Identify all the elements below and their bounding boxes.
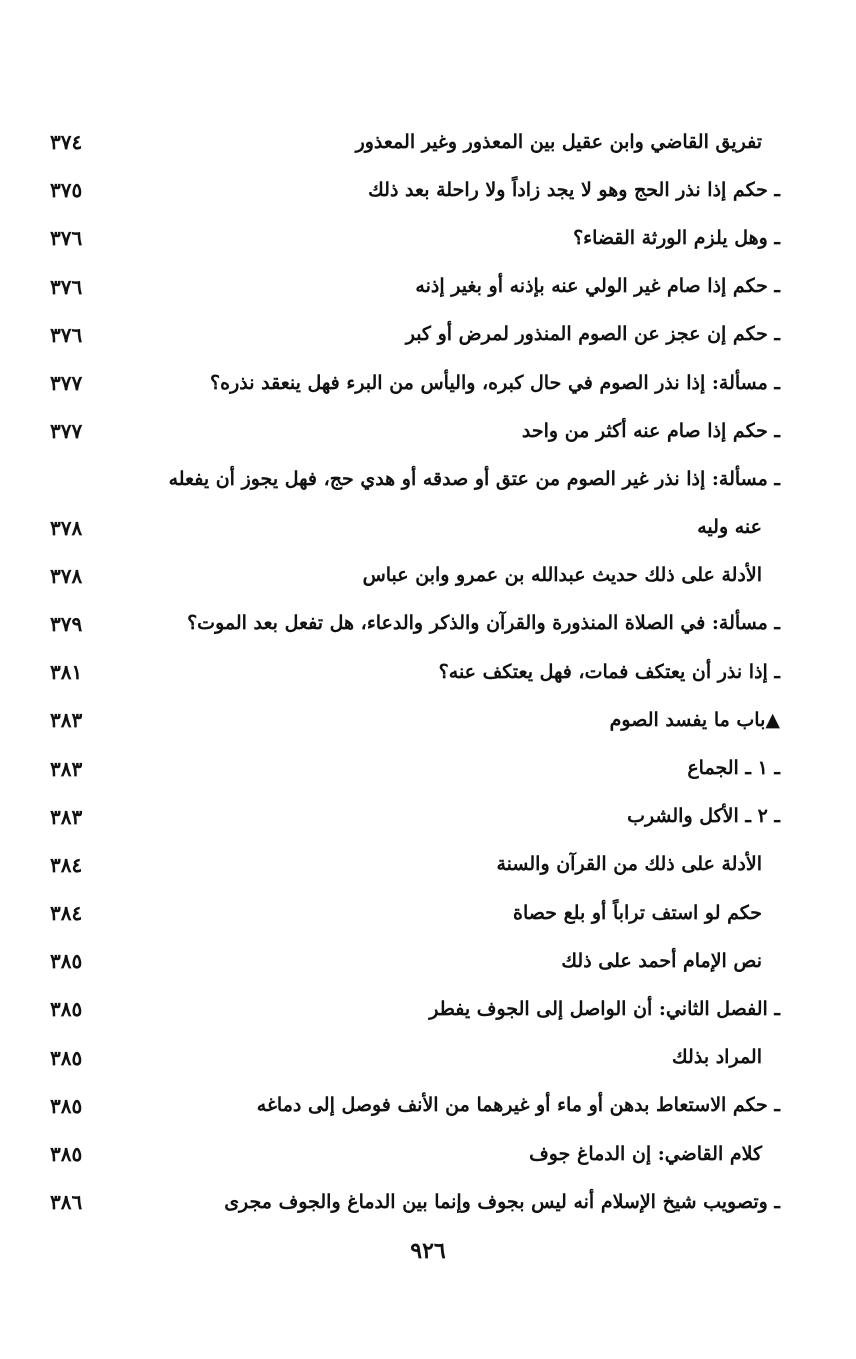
toc-entry-title: ـ إذا نذر أن يعتكف فمات، فهل يعتكف عنه؟ [438, 660, 780, 683]
toc-row [40, 1082, 780, 1130]
toc-entry-page: ٣٧٦ [50, 322, 83, 347]
toc-row [40, 744, 780, 792]
toc-entry-title: ـ وتصويب شيخ الإسلام أنه ليس بجوف وإنما بين الدماغ والجوف مجرى [224, 1190, 780, 1213]
toc-entry-page: ٣٨٤ [50, 901, 83, 926]
toc-row [40, 1130, 780, 1178]
toc-entry-title: ـ حكم إذا صام غير الولي عنه بإذنه أو بغير إذنه [415, 275, 780, 298]
toc-row [40, 166, 780, 214]
toc-entry-page: ٣٨٥ [50, 1142, 83, 1167]
toc-entry-title: ـ حكم إذا صام عنه أكثر من واحد [521, 419, 780, 442]
toc-entry-title: كلام القاضي: إن الدماغ جوف [529, 1142, 762, 1165]
toc-row [40, 118, 780, 166]
toc-entry-title: ـ ١ ـ الجماع [687, 757, 780, 780]
toc-row [40, 263, 780, 311]
toc-entry-page: ٣٧٦ [50, 274, 83, 299]
toc-entry-title: المراد بذلك [672, 1046, 762, 1069]
toc-entry-title: ـ حكم الاستعاط بدهن أو ماء أو غيرهما من الأنف فوصل إلى دماغه [256, 1094, 780, 1117]
toc-row [40, 1034, 780, 1082]
toc-entry-title: ـ وهل يلزم الورثة القضاء؟ [573, 226, 780, 249]
toc-row [40, 889, 780, 937]
toc-row [40, 214, 780, 262]
toc-row [40, 359, 780, 407]
toc-row [40, 793, 780, 841]
toc-entry-page: ٣٨٣ [50, 804, 83, 829]
toc-row [40, 311, 780, 359]
toc-entry-page: ٣٨٥ [50, 1045, 83, 1070]
toc-entry-title: ـ مسألة: في الصلاة المنذورة والقرآن والذكر والدعاء، هل تفعل بعد الموت؟ [187, 612, 780, 635]
toc-entry-title: ـ مسألة: إذا نذر الصوم في حال كبره، واليأس من البرء فهل ينعقد نذره؟ [210, 371, 780, 394]
toc-row [40, 407, 780, 455]
toc-entry-page: ٣٧٨ [50, 563, 83, 588]
toc-entry-page: ٣٧٦ [50, 226, 83, 251]
toc-entry-title: نص الإمام أحمد على ذلك [561, 949, 762, 972]
toc-entry-page: ٣٧٧ [50, 419, 83, 444]
toc-entry-title: ▲باب ما يفسد الصوم [609, 708, 780, 731]
toc-row [40, 552, 780, 600]
toc-entry-title: ـ حكم إن عجز عن الصوم المنذور لمرض أو كبر [405, 323, 780, 346]
toc-entry-title: الأدلة على ذلك من القرآن والسنة [496, 853, 762, 876]
toc-entry-title: ـ حكم إذا نذر الحج وهو لا يجد زاداً ولا راحلة بعد ذلك [368, 178, 780, 201]
toc-row [40, 985, 780, 1033]
toc-row [40, 648, 780, 696]
toc-entry-page: ٣٧٨ [50, 515, 83, 540]
toc-row [40, 1178, 780, 1226]
toc-entry-page: ٣٨٣ [50, 708, 83, 733]
toc-entry-page: ٣٧٥ [50, 178, 83, 203]
table-of-contents [40, 118, 780, 1226]
toc-entry-page: ٣٨٦ [50, 1190, 83, 1215]
toc-row [40, 455, 780, 503]
toc-entry-page: ٣٧٤ [50, 130, 83, 155]
toc-entry-page: ٣٨٣ [50, 756, 83, 781]
toc-row [40, 600, 780, 648]
toc-entry-page: ٣٧٩ [50, 611, 83, 636]
toc-entry-title: عنه وليه [697, 516, 762, 539]
toc-entry-page: ٣٧٧ [50, 371, 83, 396]
toc-entry-title: حكم لو استف تراباً أو بلع حصاة [512, 901, 762, 924]
page-number: ٩٢٦ [410, 1238, 446, 1264]
toc-entry-title: ـ مسألة: إذا نذر غير الصوم من عتق أو صدقه أو هدي حج، فهل يجوز أن يفعله [168, 467, 780, 490]
toc-entry-page: ٣٨٥ [50, 997, 83, 1022]
toc-row [40, 696, 780, 744]
toc-entry-page: ٣٨٤ [50, 852, 83, 877]
toc-entry-title: الأدلة على ذلك حديث عبدالله بن عمرو وابن عباس [362, 564, 762, 587]
toc-entry-title: تفريق القاضي وابن عقيل بين المعذور وغير المعذور [355, 130, 762, 153]
toc-entry-page: ٣٨٥ [50, 1093, 83, 1118]
toc-entry-title: ـ ٢ ـ الأكل والشرب [627, 805, 780, 828]
toc-row [40, 841, 780, 889]
toc-entry-title: ـ الفصل الثاني: أن الواصل إلى الجوف يفطر [429, 997, 780, 1020]
toc-row [40, 504, 780, 552]
toc-entry-page: ٣٨٥ [50, 949, 83, 974]
toc-entry-page: ٣٨١ [50, 660, 83, 685]
toc-row [40, 937, 780, 985]
